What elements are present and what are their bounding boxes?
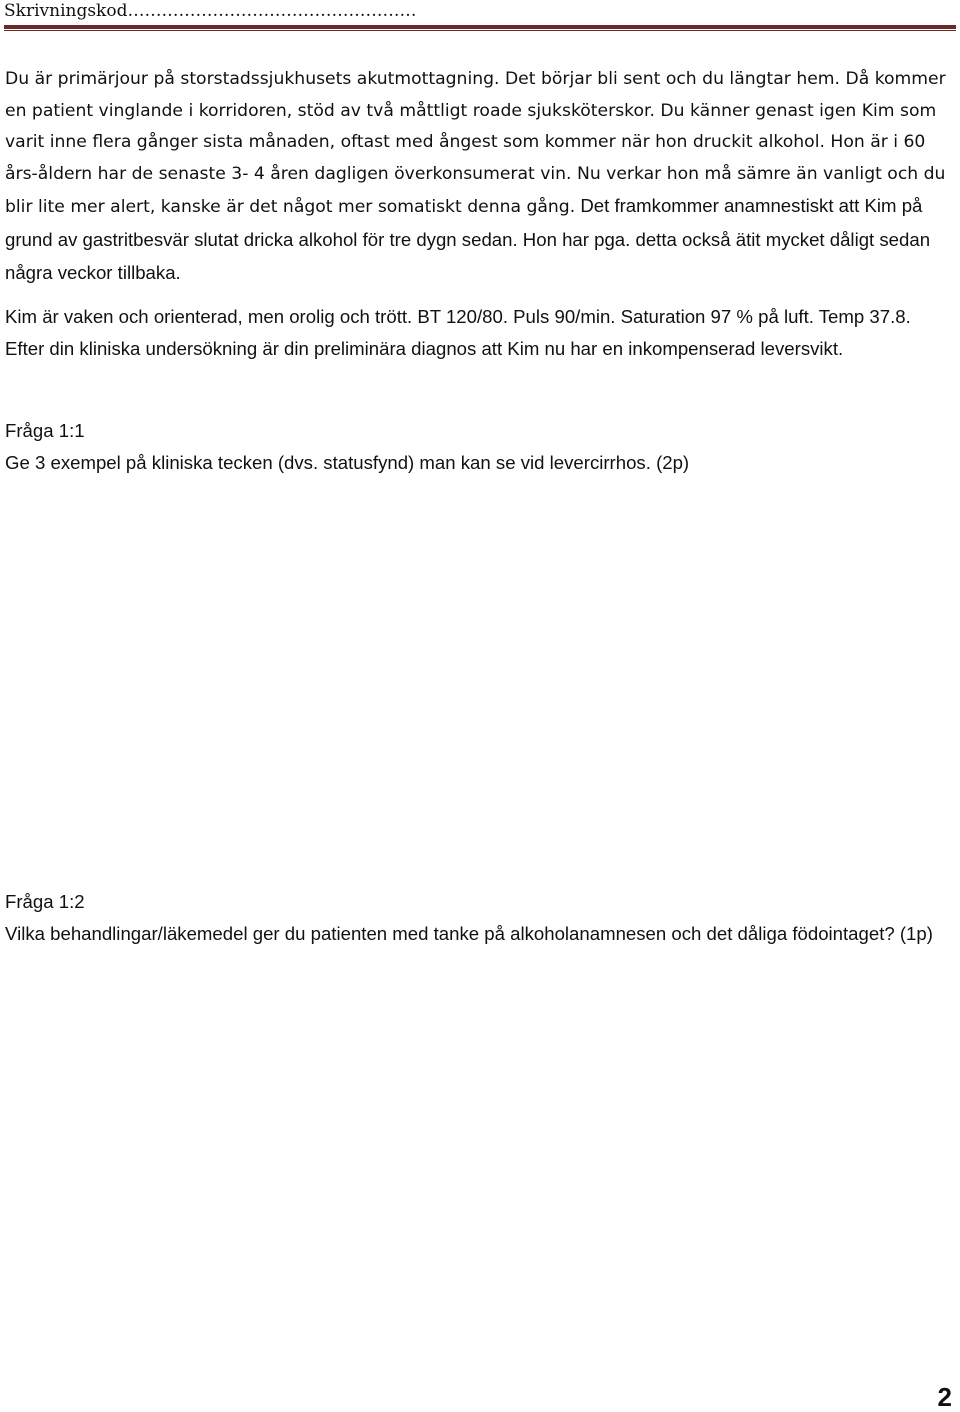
exam-code-label: Skrivningskod…………………………………………… (4, 1, 417, 21)
question-2-label: Fråga 1:2 (5, 891, 85, 912)
answer-area-1[interactable] (5, 485, 955, 865)
header-rule-thin (4, 30, 956, 31)
header-rule (4, 25, 956, 29)
question-1-text: Ge 3 exempel på kliniska tecken (dvs. statusfynd) man kan se vid levercirrhos. (2p) (5, 452, 690, 473)
question-1-label: Fråga 1:1 (5, 420, 85, 441)
case-intro-part1: Du är primärjour på storstadssjukhusets akutmottagning. Det börjar bli sent och du längtar hem. Då kommer en patient vinglande i korridoren, stöd av två måttligt roade sjuksköterskor. Du känner genast igen Kim som varit inne flera gånger sista månaden, oftast med ångest som kommer när hon druckit alkohol. Hon är i 60 års-åldern har de senaste 3- 4 åren dagligen överkonsumerat vin. Nu verkar hon må sämre än vanligt och du blir lite mer alert, kanske är det något mer somatiskt denna gång. (5, 69, 946, 217)
case-intro-part2: Det framkommer anamnestiskt att Kim på grund av gastritbesvär slutat dricka alkohol för tre dygn sedan. Hon har pga. detta också ätit mycket dåligt sedan några veckor tillbaka. (5, 195, 931, 283)
page-number: 2 (937, 1382, 952, 1412)
status-paragraph: Kim är vaken och orienterad, men orolig och trött. BT 120/80. Puls 90/min. Saturation 97 % på luft. Temp 37.8. Efter din kliniska undersökning är din preliminära diagnos att Kim nu har en inkompenserad leversvikt. (5, 306, 911, 359)
page-header (4, 0, 956, 28)
answer-area-2[interactable] (5, 990, 955, 1360)
case-intro-paragraph (5, 64, 955, 291)
question-2-text: Vilka behandlingar/läkemedel ger du patienten med tanke på alkoholanamnesen och det dåliga födointaget? (1p) (5, 923, 933, 944)
